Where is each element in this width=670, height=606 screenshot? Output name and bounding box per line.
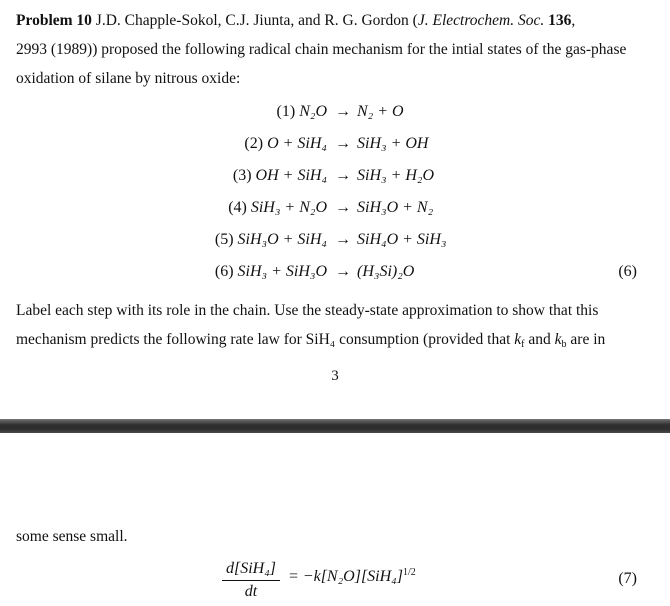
intro-line-2: 2993 (1989)) proposed the following radical chain mechanism for the intial states of the gas-phase <box>16 41 627 58</box>
step-number: (3) <box>232 167 252 184</box>
rate-law-rhs <box>288 568 416 586</box>
step-products: (H₃Si)₂O <box>357 263 415 280</box>
mechanism-step <box>0 197 670 219</box>
step-reactants: SiH₃O + SiH₄ <box>237 231 327 248</box>
instructions <box>16 296 642 354</box>
step-number: (6) <box>214 263 234 280</box>
rate-law-denominator: dt <box>244 583 258 600</box>
step-number: (4) <box>228 199 247 216</box>
instructions-line-2-start: mechanism predicts the following rate law for SiH₄ consumption (provided that <box>16 331 515 348</box>
intro-line-1: Problem 10 J.D. Chapple-Sokol, C.J. Jiunta, and R. G. Gordon (J. Electrochem. Soc. 136, <box>16 12 576 29</box>
continuation-text: some sense small. <box>16 528 128 545</box>
step-products: SiH₄O + SiH₃ <box>357 231 447 248</box>
page-divider <box>0 419 670 433</box>
reaction-arrow-icon: → <box>335 263 351 280</box>
instructions-and: and <box>524 331 555 348</box>
reaction-arrow-icon: → <box>335 199 351 216</box>
step-reactants: N₂O <box>299 103 327 120</box>
step-reactants: SiH₃ + SiH₃O <box>237 263 327 280</box>
mechanism-step <box>0 165 670 187</box>
step-lhs <box>244 133 327 155</box>
instructions-line-2 <box>16 325 642 354</box>
step-number: (5) <box>214 231 234 248</box>
rate-law-exponent: 1/2 <box>402 567 416 578</box>
step-products: SiH₃ + OH <box>357 135 429 152</box>
step-reactants: SiH₃ + N₂O <box>250 199 327 216</box>
rate-law-numerator: d[SiH₄] <box>222 560 280 581</box>
mechanism-equation-number: (6) <box>618 263 637 280</box>
step-lhs <box>215 229 327 251</box>
reaction-arrow-icon: → <box>335 231 351 248</box>
reaction-arrow-icon: → <box>335 167 351 184</box>
page-number: 3 <box>331 368 339 384</box>
authors: J.D. Chapple-Sokol, C.J. Jiunta, and R. G. Gordon ( <box>95 12 418 29</box>
journal-volume: 136 <box>548 12 572 29</box>
mechanism-step <box>0 133 670 155</box>
mechanism-step <box>0 229 670 251</box>
intro-line-3: oxidation of silane by nitrous oxide: <box>16 70 241 87</box>
step-products: SiH₃O + N₂ <box>357 199 434 216</box>
rate-law-expression: = −k[N₂O][SiH₄] <box>288 568 403 585</box>
step-reactants: OH + SiH₄ <box>255 167 327 184</box>
step-number: (2) <box>244 135 264 152</box>
kf-symbol: $k_f$ <box>514 331 525 350</box>
rate-law-fraction <box>222 560 280 601</box>
rate-law-equation-number: (7) <box>618 570 637 587</box>
problem-intro <box>16 6 642 93</box>
reaction-arrow-icon: → <box>335 135 351 152</box>
step-number: (1) <box>276 103 296 120</box>
step-lhs <box>228 197 327 219</box>
mechanism-equation-number-row <box>0 261 670 283</box>
journal-name: J. Electrochem. Soc. <box>417 12 545 29</box>
step-lhs <box>233 165 327 187</box>
reaction-arrow-icon: → <box>335 103 351 120</box>
instructions-line-2-end: are in <box>566 331 606 348</box>
mechanism-step <box>0 101 670 123</box>
instructions-line-1: Label each step with its role in the chain. Use the steady-state approximation to show that this <box>16 302 599 319</box>
step-products: N₂ + O <box>357 103 404 120</box>
step-reactants: O + SiH₄ <box>267 135 327 152</box>
kb-symbol: $k_b$ <box>554 331 567 350</box>
step-lhs <box>277 101 327 123</box>
step-products: SiH₃ + H₂O <box>357 167 435 184</box>
problem-label: Problem 10 <box>16 12 92 29</box>
